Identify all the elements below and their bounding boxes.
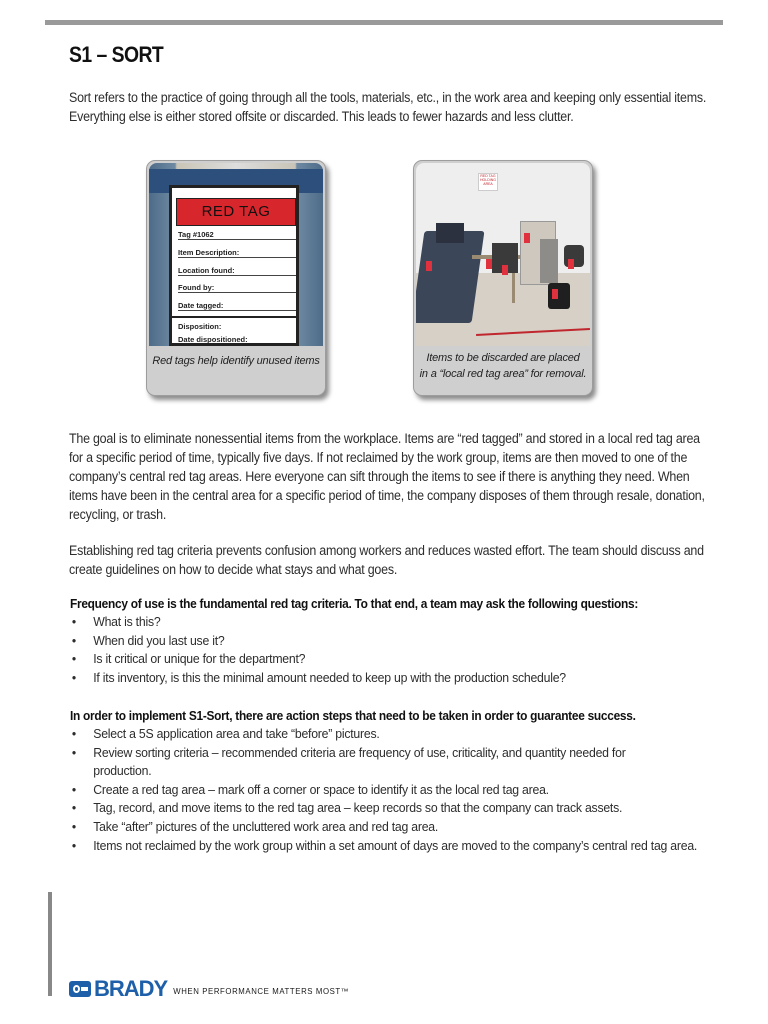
bullet: • [71,781,76,797]
list-item [70,799,702,818]
list-item-text: What is this? [93,614,161,629]
red-tag-photo [149,163,323,346]
list-item-text: Take “after” pictures of the uncluttered work area and red tag area. [93,818,439,834]
list-item [70,613,702,632]
brand-tagline: WHEN PERFORMANCE MATTERS MOST™ [173,987,350,996]
brady-logo [69,977,349,999]
list-item [70,837,702,856]
goal-paragraph: The goal is to eliminate nonessential items from the workplace. Items are “red tagged” and stored in a local red tag area for a specific period of time, typically five days. If not reclaimed by the work group, items are then moved to one of the company’s central red tag areas. Here everyone can sift through the items to see if there is anything they need. When items have been in the central area for a specific period of time, the company disposes of them through resale, donation, recycling, or trash. [69,431,705,522]
red-tag-area-photo [416,163,590,346]
list-item-text: Select a 5S application area and take “before” pictures. [93,726,380,741]
bullet: • [71,632,76,648]
top-rule [45,20,723,25]
criteria-paragraph: Establishing red tag criteria prevents confusion among workers and reduces wasted effort. The team should discuss and create guidelines on how to decide what stays and what goes. [69,543,704,577]
figure-red-tag-area [413,160,593,396]
list-item [70,650,702,669]
bullet: • [71,800,76,816]
list-item-text: Review sorting criteria – recommended criteria are frequency of use, criticality, and quantity needed for production. [93,744,626,779]
bullet: • [71,837,76,853]
red-tag-card [169,185,299,346]
tag-line: Date tagged: [178,301,296,311]
bullet: • [71,669,76,685]
list-item [70,725,702,744]
steps-heading: In order to implement S1-Sort, there are action steps that need to be taken in order to guarantee success. [70,708,636,723]
tag-line: Disposition: [178,322,222,331]
list-item-text: Items not reclaimed by the work group within a set amount of days are moved to the company’s central red tag area. [93,837,698,853]
steps-list [70,725,702,855]
intro-paragraph: Sort refers to the practice of going through all the tools, materials, etc., in the work area and keeping only essential items. Everything else is either stored offsite or discarded. This leads to fewer hazards and less clutter. [69,90,707,124]
list-item [70,781,702,800]
tag-line: Tag #1062 [178,230,296,240]
questions-heading: Frequency of use is the fundamental red tag criteria. To that end, a team may ask the following questions: [70,596,639,611]
list-item-text: When did you last use it? [93,632,225,648]
list-item [70,669,702,688]
list-item-text: Is it critical or unique for the department? [93,651,306,667]
list-item-text: If its inventory, is this the minimal amount needed to keep up with the production schedule? [93,669,566,685]
tag-line: Location found: [178,266,296,276]
figure-red-tag [146,160,326,396]
page-title: S1 – SORT [69,42,164,67]
figure-caption [414,350,592,382]
bullet: • [71,651,76,667]
list-item-text: Create a red tag area – mark off a corner or space to identify it as the local red tag area. [93,781,549,797]
list-item [70,632,702,651]
brady-logo-icon [69,981,91,997]
red-tag-header: RED TAG [176,198,296,226]
list-item [70,818,702,837]
figure-caption: Red tags help identify unused items [152,355,320,367]
list-item [70,744,633,781]
brand-wordmark: BRADY [94,976,168,1001]
tag-line: Item Description: [178,248,296,258]
caption-line: in a “local red tag area” for removal. [419,368,587,380]
tag-line: Found by: [178,283,296,293]
bullet: • [71,818,76,834]
bullet: • [71,744,76,760]
list-item-text: Tag, record, and move items to the red tag area – keep records so that the company can track assets. [93,800,623,816]
side-bar [48,892,52,996]
tag-line: Date dispositioned: [178,335,248,344]
bullet: • [71,614,76,629]
bullet: • [71,726,76,741]
questions-list [70,613,702,687]
wall-sign: RED TAG HOLDING AREA [478,173,498,191]
caption-line: Items to be discarded are placed [426,352,580,364]
